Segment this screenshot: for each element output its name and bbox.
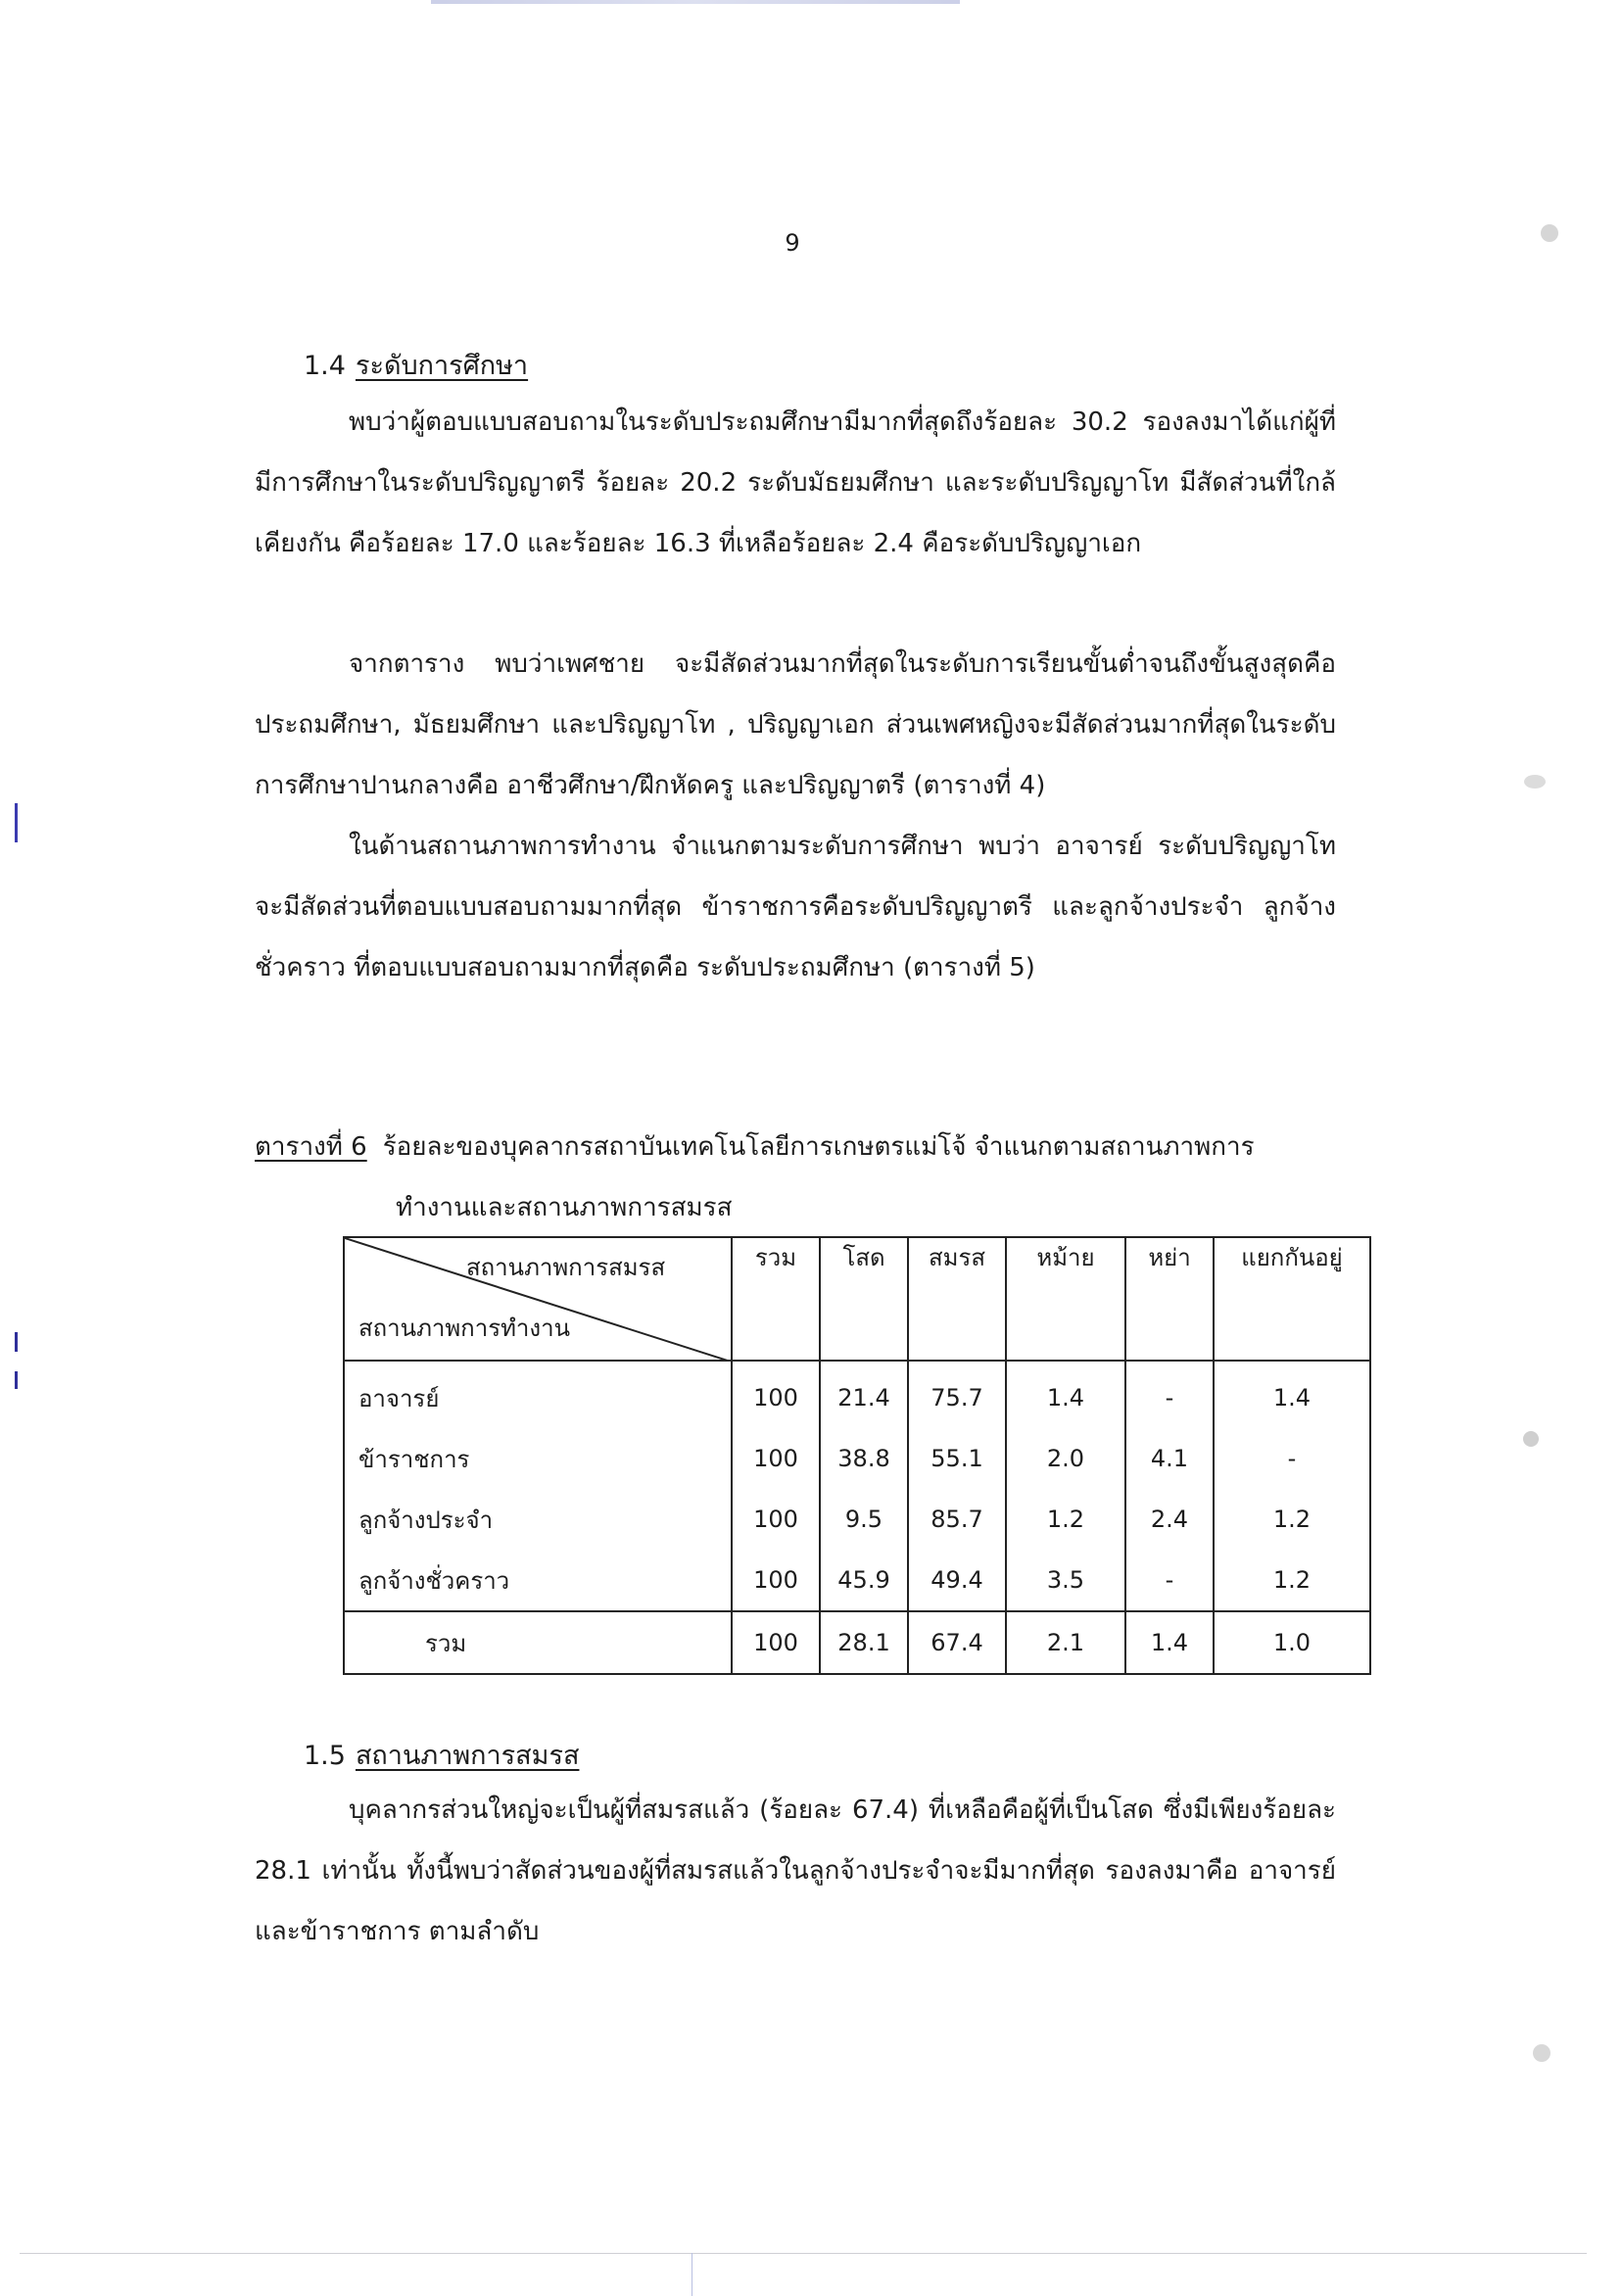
cell: 1.4 [1214, 1361, 1370, 1428]
cell: 85.7 [908, 1489, 1006, 1550]
cell: 1.2 [1006, 1489, 1125, 1550]
table-caption-text: ร้อยละของบุคลากรสถาบันเทคโนโลยีการเกษตรแม่โจ้ จำแนกตามสถานภาพการ [382, 1132, 1255, 1162]
table-caption-label: ตารางที่ 6 [255, 1132, 367, 1162]
table-caption-continuation: ทำงานและสถานภาพการสมรส [396, 1193, 733, 1222]
cell: - [1125, 1361, 1214, 1428]
cell: 100 [732, 1550, 820, 1611]
total-cell: 100 [732, 1611, 820, 1674]
cell: - [1125, 1550, 1214, 1611]
table-row [344, 1361, 1370, 1428]
table-corner-header [344, 1237, 732, 1361]
cell: 100 [732, 1361, 820, 1428]
row-label: ลูกจ้างประจำ [344, 1489, 732, 1550]
cell: 75.7 [908, 1361, 1006, 1428]
section-heading-1-4 [304, 344, 528, 386]
header-work-status: สถานภาพการทำงาน [358, 1315, 570, 1342]
row-label: ลูกจ้างชั่วคราว [344, 1550, 732, 1611]
paragraph-education-2: จากตาราง พบว่าเพศชาย จะมีสัดส่วนมากที่สุดในระดับการเรียนขั้นต่ำจนถึงขั้นสูงสุดคือ ประถมศึกษา, มัธยมศึกษา และปริญญาโท , ปริญญาเอก ส่วนเพศหญิงจะมีสัดส่วนมากที่สุดในระดับการศึกษาปานกลางคือ อาชีวศึกษา/ฝึกหัดครู และปริญญาตรี (ตารางที่ 4) [255, 649, 1336, 800]
cell: 1.2 [1214, 1489, 1370, 1550]
cell: 4.1 [1125, 1428, 1214, 1489]
cell: 38.8 [820, 1428, 908, 1489]
scan-artifact-bottom [20, 2253, 1587, 2254]
punch-hole-mark [1538, 221, 1561, 245]
total-cell: 28.1 [820, 1611, 908, 1674]
punch-hole-mark [1520, 1428, 1542, 1450]
column-header: สมรส [908, 1237, 1006, 1361]
section-heading-1-5 [304, 1734, 579, 1776]
section-title: สถานภาพการสมรส [355, 1741, 580, 1771]
column-header: รวม [732, 1237, 820, 1361]
cell: 55.1 [908, 1428, 1006, 1489]
cell: 2.4 [1125, 1489, 1214, 1550]
cell: 45.9 [820, 1550, 908, 1611]
header-marital-status: สถานภาพการสมรส [466, 1254, 666, 1281]
cell: 1.2 [1214, 1550, 1370, 1611]
column-header: แยกกันอยู่ [1214, 1237, 1370, 1361]
marital-status-table [343, 1236, 1371, 1675]
cell: - [1214, 1428, 1370, 1489]
table-caption [255, 1117, 1336, 1238]
cell: 3.5 [1006, 1550, 1125, 1611]
table-row [344, 1489, 1370, 1550]
margin-mark [14, 1332, 20, 1391]
total-cell: 1.4 [1125, 1611, 1214, 1674]
table-header-row [344, 1237, 1370, 1361]
page-number: 9 [785, 229, 800, 257]
section-number: 1.5 [304, 1741, 346, 1771]
paragraph-marital-1: บุคลากรส่วนใหญ่จะเป็นผู้ที่สมรสแล้ว (ร้อยละ 67.4) ที่เหลือคือผู้ที่เป็นโสด ซึ่งมีเพียงร้อยละ 28.1 เท่านั้น ทั้งนี้พบว่าสัดส่วนของผู้ที่สมรสแล้วในลูกจ้างประจำจะมีมากที่สุด รองลงมาคือ อาจารย์ และข้าราชการ ตามลำดับ [255, 1795, 1336, 1946]
total-cell: 1.0 [1214, 1611, 1370, 1674]
column-header: โสด [820, 1237, 908, 1361]
row-label: อาจารย์ [344, 1361, 732, 1428]
section-title: ระดับการศึกษา [355, 351, 529, 381]
paragraph-education-3: ในด้านสถานภาพการทำงาน จำแนกตามระดับการศึกษา พบว่า อาจารย์ ระดับปริญญาโท จะมีสัดส่วนที่ตอบแบบสอบถามมากที่สุด ข้าราชการคือระดับปริญญาตรี และลูกจ้างประจำ ลูกจ้างชั่วคราว ที่ตอบแบบสอบถามมากที่สุดคือ ระดับประถมศึกษา (ตารางที่ 5) [255, 832, 1336, 982]
total-cell: 67.4 [908, 1611, 1006, 1674]
table-total-row [344, 1611, 1370, 1674]
paragraph-education-1: พบว่าผู้ตอบแบบสอบถามในระดับประถมศึกษามีมากที่สุดถึงร้อยละ 30.2 รองลงมาได้แก่ผู้ที่มีการศึกษาในระดับปริญญาตรี ร้อยละ 20.2 ระดับมัธยมศึกษา และระดับปริญญาโท มีสัดส่วนที่ใกล้เคียงกัน คือร้อยละ 17.0 และร้อยละ 16.3 ที่เหลือร้อยละ 2.4 คือระดับปริญญาเอก [255, 407, 1336, 558]
cell: 2.0 [1006, 1428, 1125, 1489]
cell: 9.5 [820, 1489, 908, 1550]
table-row [344, 1428, 1370, 1489]
row-label: ข้าราชการ [344, 1428, 732, 1489]
cell: 1.4 [1006, 1361, 1125, 1428]
column-header: หม้าย [1006, 1237, 1125, 1361]
column-header: หย่า [1125, 1237, 1214, 1361]
cell: 100 [732, 1489, 820, 1550]
total-cell: 2.1 [1006, 1611, 1125, 1674]
scan-artifact-top [431, 0, 960, 4]
margin-mark [14, 803, 20, 842]
cell: 100 [732, 1428, 820, 1489]
table-row [344, 1550, 1370, 1611]
cell: 49.4 [908, 1550, 1006, 1611]
punch-hole-mark [1522, 772, 1548, 791]
total-label: รวม [344, 1611, 732, 1674]
punch-hole-mark [1530, 2041, 1553, 2065]
cell: 21.4 [820, 1361, 908, 1428]
section-number: 1.4 [304, 351, 346, 381]
